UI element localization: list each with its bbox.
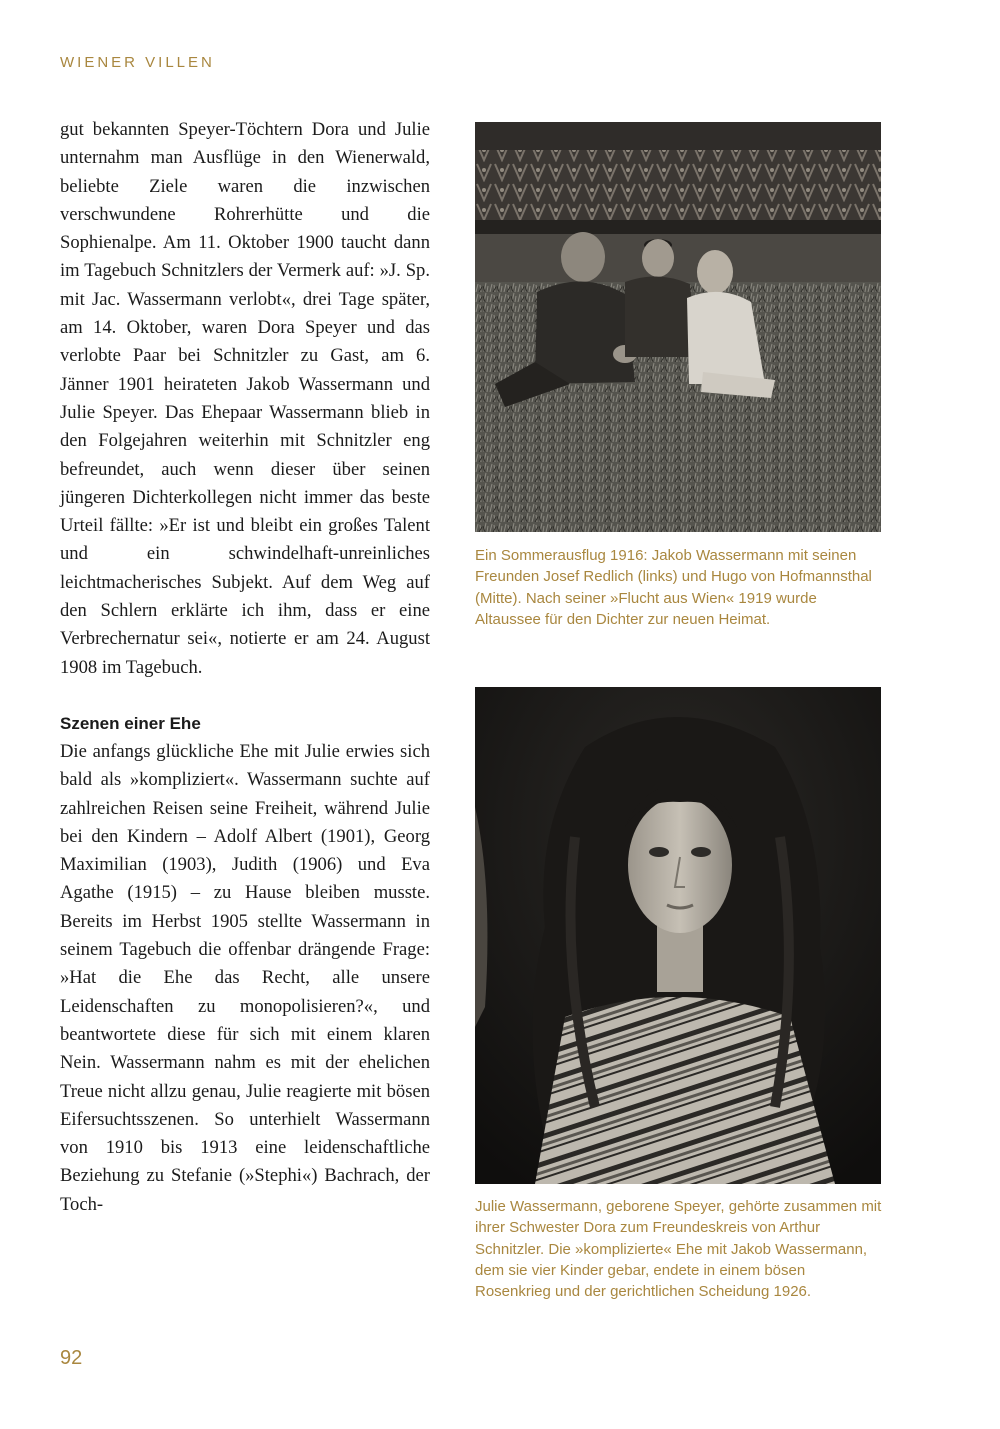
body-text-column	[60, 116, 430, 1219]
page-number: 92	[60, 1347, 83, 1369]
group-photo	[475, 122, 881, 532]
group-photo-image	[475, 122, 881, 532]
portrait-caption	[475, 1196, 885, 1302]
section-subheading: Szenen einer Ehe	[60, 713, 201, 733]
running-head: WIENER VILLEN	[60, 54, 215, 71]
photo-caption-text: Ein Sommerausflug 1916: Jakob Wassermann mit seinen Freunden Josef Redlich (links) und Hugo von Hofmannsthal (Mitte). Nach seiner »Flucht aus Wien« 1919 wurde Altaussee für den Dichter zur neuen Heimat.	[475, 547, 872, 628]
photo-caption	[475, 545, 885, 630]
body-paragraph: Die anfangs glückliche Ehe mit Julie erwies sich bald als »kompliziert«. Wassermann suchte auf zahlreichen Reisen seine Freiheit, während Julie bei den Kindern – Adolf Albert (1901), Georg Maximilian (1903), Judith (1906) und Eva Agathe (1915) – zu Hause bleiben musste. Bereits im Herbst 1905 stellte Wassermann in seinem Tagebuch die offenbar drängende Frage: »Hat die Ehe das Recht, alle unsere Leidenschaften zu monopolisieren?«, und beantwortete diese für sich mit einem klaren Nein. Wassermann nahm es mit der ehelichen Treue nicht allzu genau, Julie reagierte mit bösen Eifersuchtsszenen. So unterhielt Wassermann von 1910 bis 1913 eine leidenschaftliche Beziehung zu Stefanie (»Stephi«) Bachrach, der Toch-	[60, 740, 430, 1215]
body-paragraph: gut bekannten Speyer-Töchtern Dora und Julie unternahm man Ausflüge in den Wienerwald, beliebte Ziele waren die inzwischen verschwundene Rohrerhütte und die Sophienalpe. Am 11. Oktober 1900 taucht dann im Tagebuch Schnitzlers der Vermerk auf: »J. Sp. mit Jac. Wassermann verlobt«, drei Tage später, am 14. Oktober, waren Dora Speyer und das verlobte Paar bei Schnitzler zu Gast, am 6. Jänner 1901 heirateten Jakob Wassermann und Julie Speyer. Das Ehepaar Wassermann blieb in den Folgejahren weiterhin mit Schnitzler eng befreundet, auch wenn dieser über seinen jüngeren Dichterkollegen nicht immer das beste Urteil fällte: »Er ist und bleibt ein großes Talent und ein schwindelhaft-unreinliches leichtmacherisches Subjekt. Auf dem Weg auf den Schlern erklärte ich ihm, dass er eine Verbrechernatur sei«, notierte er am 24. August 1908 im Tagebuch.	[60, 119, 430, 678]
portrait-caption-text: Julie Wassermann, geborene Speyer, gehörte zusammen mit ihrer Schwester Dora zum Freundeskreis von Arthur Schnitzler. Die »komplizierte« Ehe mit Jakob Wassermann, dem sie vier Kinder gebar, endete in einem bösen Rosenkrieg und der gerichtlichen Scheidung 1926.	[475, 1198, 882, 1301]
portrait-photo-image	[475, 687, 881, 1184]
portrait-photo	[475, 687, 881, 1184]
